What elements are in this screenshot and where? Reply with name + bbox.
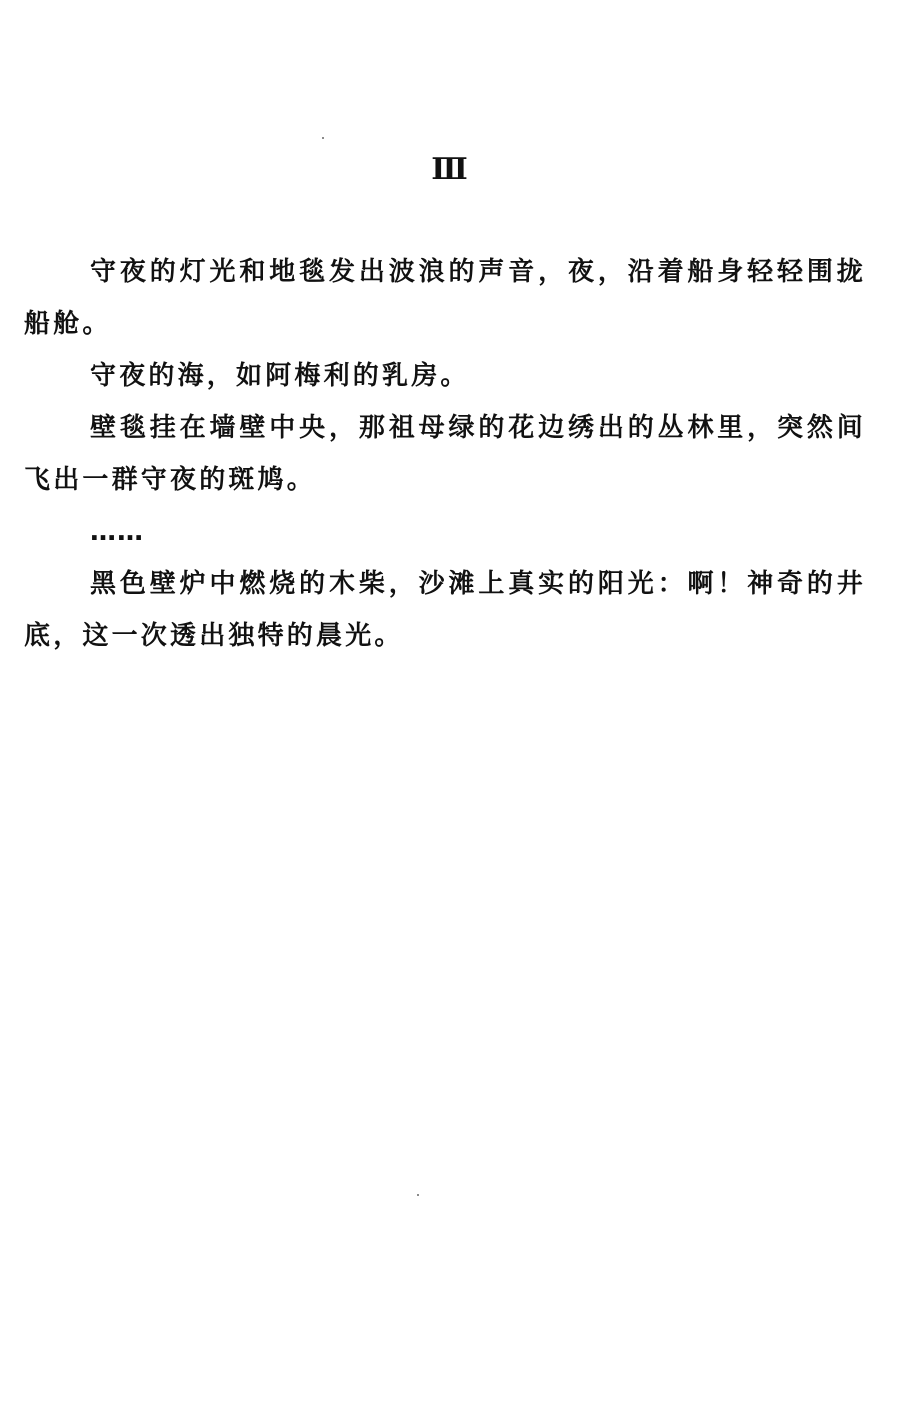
paragraph: 黑色壁炉中燃烧的木柴，沙滩上真实的阳光：啊！神奇的井底，这一次透出独特的晨光。	[24, 569, 866, 651]
body-text	[24, 246, 866, 662]
scan-speck	[417, 1194, 419, 1196]
paragraph: 守夜的海，如阿梅利的乳房。	[90, 361, 470, 391]
paragraph: 守夜的灯光和地毯发出波浪的声音，夜，沿着船身轻轻围拢船舱。	[24, 257, 866, 339]
ellipsis-paragraph: ……	[90, 517, 144, 547]
paragraph: 壁毯挂在墙壁中央，那祖母绿的花边绣出的丛林里，突然间飞出一群守夜的斑鸠。	[24, 413, 866, 495]
section-heading: Ⅲ	[431, 152, 469, 187]
scan-speck	[322, 137, 324, 139]
